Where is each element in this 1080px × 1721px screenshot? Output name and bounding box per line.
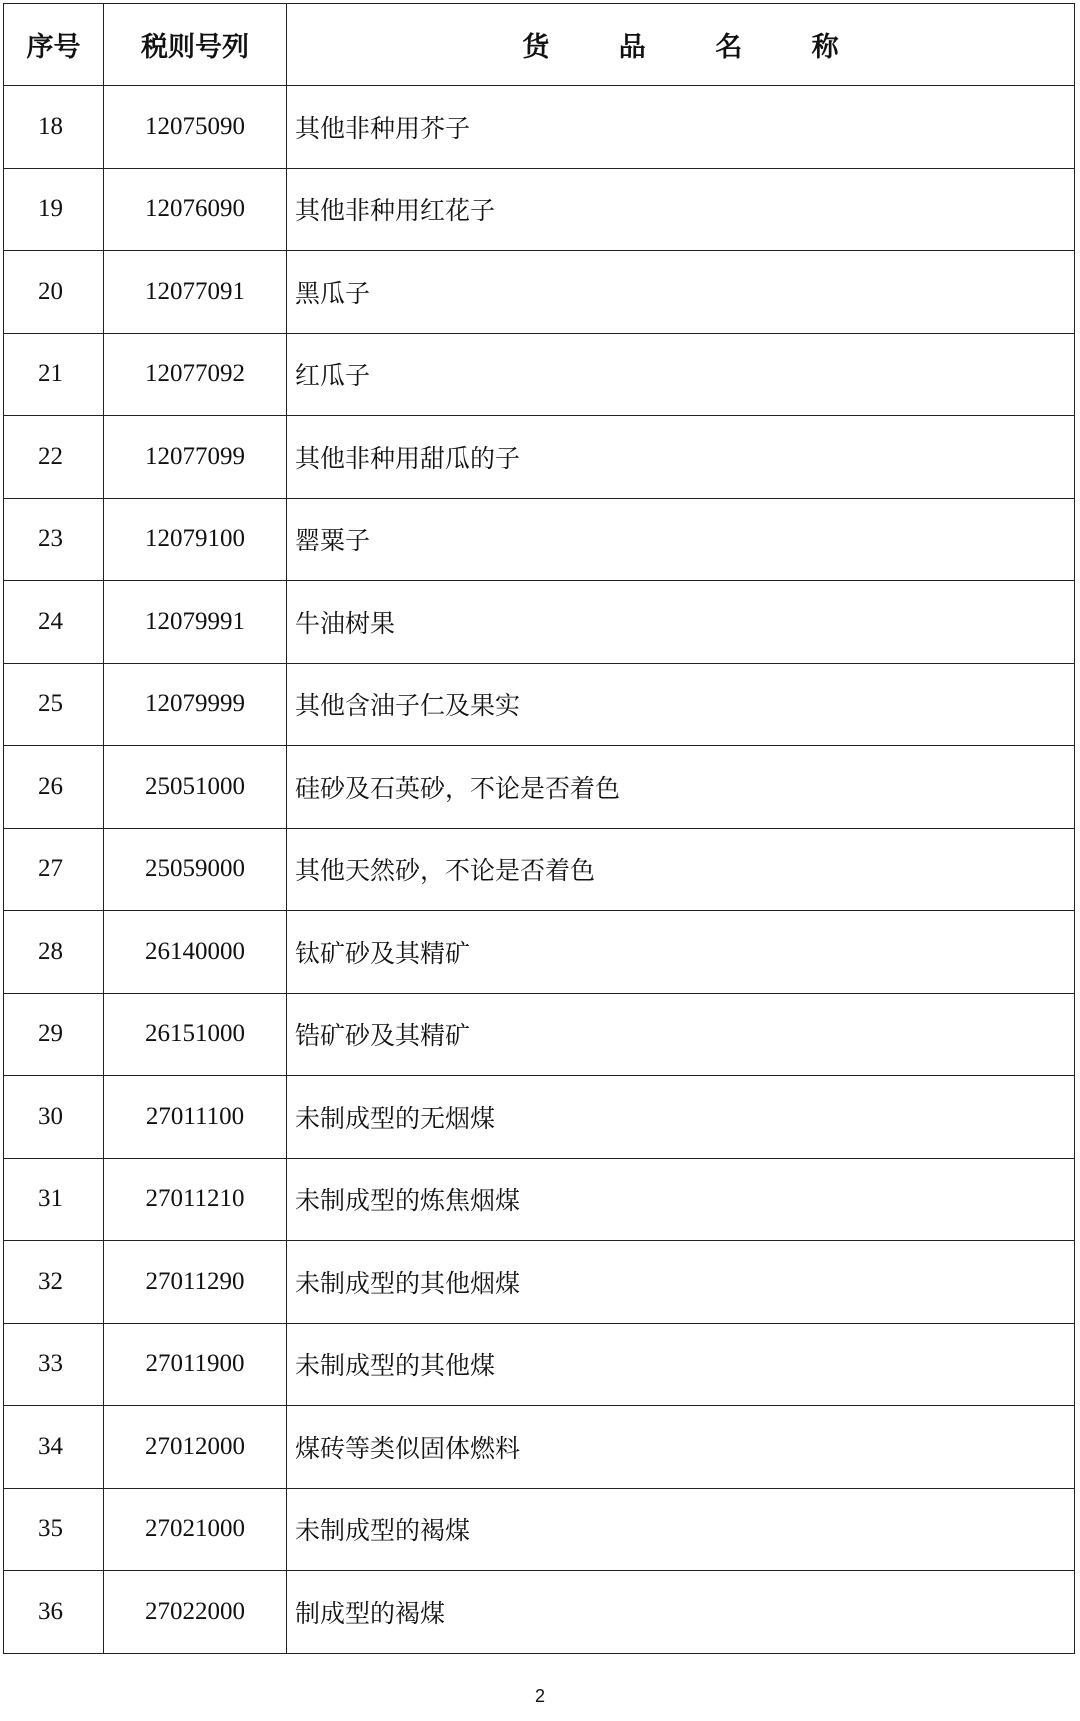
table-row (4, 168, 1075, 251)
goods-table (3, 3, 1075, 1654)
cell-tariff-code: 12077099 (104, 416, 287, 499)
cell-goods-name: 未制成型的其他烟煤 (287, 1241, 1075, 1324)
cell-goods-name: 红瓜子 (287, 333, 1075, 416)
table-row (4, 498, 1075, 581)
cell-goods-name: 煤砖等类似固体燃料 (287, 1406, 1075, 1489)
cell-tariff-code: 27011100 (104, 1076, 287, 1159)
cell-tariff-code: 27022000 (104, 1571, 287, 1654)
cell-goods-name: 制成型的褐煤 (287, 1571, 1075, 1654)
cell-tariff-code: 27011210 (104, 1158, 287, 1241)
cell-tariff-code: 12079999 (104, 663, 287, 746)
cell-tariff-code: 12075090 (104, 86, 287, 169)
table-row (4, 828, 1075, 911)
cell-seq: 23 (4, 498, 104, 581)
cell-tariff-code: 12079100 (104, 498, 287, 581)
cell-seq: 25 (4, 663, 104, 746)
cell-seq: 22 (4, 416, 104, 499)
table-row (4, 1406, 1075, 1489)
cell-tariff-code: 25059000 (104, 828, 287, 911)
cell-tariff-code: 27021000 (104, 1488, 287, 1571)
cell-goods-name: 牛油树果 (287, 581, 1075, 664)
table-row (4, 746, 1075, 829)
cell-seq: 18 (4, 86, 104, 169)
table-row (4, 581, 1075, 664)
cell-tariff-code: 27011900 (104, 1323, 287, 1406)
cell-seq: 36 (4, 1571, 104, 1654)
cell-goods-name: 锆矿砂及其精矿 (287, 993, 1075, 1076)
table-row (4, 1241, 1075, 1324)
cell-goods-name: 硅砂及石英砂，不论是否着色 (287, 746, 1075, 829)
cell-seq: 30 (4, 1076, 104, 1159)
cell-goods-name: 罂粟子 (287, 498, 1075, 581)
table-row (4, 333, 1075, 416)
cell-tariff-code: 27011290 (104, 1241, 287, 1324)
cell-tariff-code: 12079991 (104, 581, 287, 664)
header-row (4, 4, 1075, 86)
cell-tariff-code: 27012000 (104, 1406, 287, 1489)
cell-tariff-code: 26140000 (104, 911, 287, 994)
table-row (4, 1488, 1075, 1571)
cell-seq: 28 (4, 911, 104, 994)
header-goods-name: 货 品 名 称 (287, 4, 1075, 86)
cell-seq: 26 (4, 746, 104, 829)
cell-goods-name: 钛矿砂及其精矿 (287, 911, 1075, 994)
cell-goods-name: 其他含油子仁及果实 (287, 663, 1075, 746)
table-row (4, 1076, 1075, 1159)
cell-goods-name: 未制成型的炼焦烟煤 (287, 1158, 1075, 1241)
cell-goods-name: 其他非种用芥子 (287, 86, 1075, 169)
table-row (4, 1571, 1075, 1654)
cell-tariff-code: 12076090 (104, 168, 287, 251)
table-row (4, 993, 1075, 1076)
cell-seq: 34 (4, 1406, 104, 1489)
table-row (4, 663, 1075, 746)
cell-goods-name: 未制成型的其他煤 (287, 1323, 1075, 1406)
table-row (4, 911, 1075, 994)
cell-tariff-code: 25051000 (104, 746, 287, 829)
cell-goods-name: 未制成型的褐煤 (287, 1488, 1075, 1571)
page-number: 2 (534, 1686, 545, 1706)
cell-seq: 31 (4, 1158, 104, 1241)
header-tariff-code: 税则号列 (104, 4, 287, 86)
cell-seq: 27 (4, 828, 104, 911)
cell-seq: 29 (4, 993, 104, 1076)
cell-seq: 35 (4, 1488, 104, 1571)
table-row (4, 251, 1075, 334)
cell-tariff-code: 12077091 (104, 251, 287, 334)
cell-seq: 32 (4, 1241, 104, 1324)
table-row (4, 1158, 1075, 1241)
table-header (4, 4, 1075, 86)
header-seq: 序号 (4, 4, 104, 86)
cell-goods-name: 其他非种用甜瓜的子 (287, 416, 1075, 499)
cell-goods-name: 未制成型的无烟煤 (287, 1076, 1075, 1159)
cell-seq: 20 (4, 251, 104, 334)
table-body (4, 86, 1075, 1654)
cell-seq: 33 (4, 1323, 104, 1406)
cell-goods-name: 黑瓜子 (287, 251, 1075, 334)
cell-goods-name: 其他天然砂，不论是否着色 (287, 828, 1075, 911)
table-row (4, 1323, 1075, 1406)
table-row (4, 86, 1075, 169)
cell-tariff-code: 26151000 (104, 993, 287, 1076)
cell-tariff-code: 12077092 (104, 333, 287, 416)
cell-goods-name: 其他非种用红花子 (287, 168, 1075, 251)
cell-seq: 21 (4, 333, 104, 416)
table-row (4, 416, 1075, 499)
cell-seq: 19 (4, 168, 104, 251)
cell-seq: 24 (4, 581, 104, 664)
